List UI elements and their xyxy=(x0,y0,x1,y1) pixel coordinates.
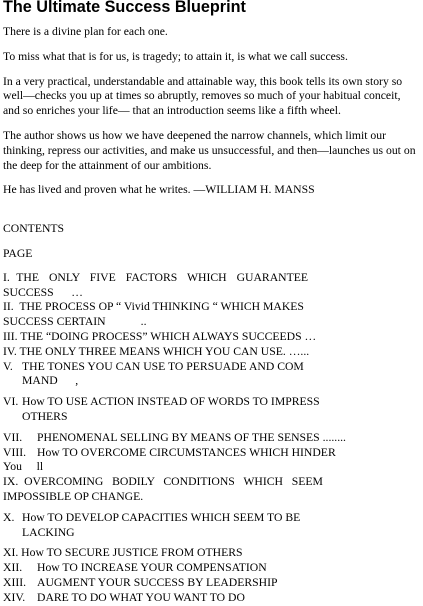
toc-entry-number: XII. xyxy=(3,561,23,575)
toc-entry-12 xyxy=(3,561,420,576)
toc-entry-continuation: SUCCESS … xyxy=(3,285,83,299)
toc-entry-number: VI. xyxy=(3,395,19,409)
page-heading: PAGE xyxy=(3,246,33,260)
toc-entry-1 xyxy=(3,271,420,301)
toc-entry-9 xyxy=(3,475,420,505)
toc-entry-text: IX. OVERCOMING BODILY CONDITIONS WHICH SEEM xyxy=(3,475,323,489)
toc-entry-text: II. THE PROCESS OP “ Vivid THINKING “ WHICH MAKES xyxy=(3,300,304,314)
toc-entry-text: AUGMENT YOUR SUCCESS BY LEADERSHIP xyxy=(37,575,278,589)
toc-entry-text: I. THE ONLY FIVE FACTORS WHICH GUARANTEE xyxy=(3,270,308,284)
toc-entry-number: XIII. xyxy=(3,575,27,589)
toc-entry-11 xyxy=(3,546,420,561)
toc-entry-continuation: OTHERS xyxy=(22,409,68,423)
toc-entry-13 xyxy=(3,576,420,591)
toc-entry-10 xyxy=(3,511,420,541)
toc-entry-text: How TO INCREASE YOUR COMPENSATION xyxy=(37,561,267,575)
toc-entry-continuation: MAND , xyxy=(22,374,79,388)
toc-entry-number: X. xyxy=(3,510,15,524)
paragraph-3: In a very practical, understandable and attainable way, this book tells its own story so well—checks you up at times so abruptly, removes so much of your habitual conceit, and so enriches your life— that an introduction seems like a fifth wheel. xyxy=(3,74,403,118)
toc-entry-text: How TO OVERCOME CIRCUMSTANCES WHICH HINDER xyxy=(37,445,336,459)
toc-entry-text: How TO USE ACTION INSTEAD OF WORDS TO IMPRESS xyxy=(22,395,320,409)
toc-entry-8-continuation: You ll xyxy=(3,460,44,474)
toc-entry-text: DARE TO DO WHAT YOU WANT TO DO xyxy=(37,590,245,604)
paragraph-5: He has lived and proven what he writes. —WILLIAM H. MANSS xyxy=(3,183,315,197)
contents-heading: CONTENTS xyxy=(3,222,65,236)
toc-entry-number: VII. xyxy=(3,430,23,444)
toc-entry-text: III. THE “DOING PROCESS” WHICH ALWAYS SUCCEEDS … xyxy=(3,329,317,343)
toc-entry-continuation: LACKING xyxy=(22,525,75,539)
toc-entry-number: V. xyxy=(3,359,13,373)
toc-entry-text: IV. THE ONLY THREE MEANS WHICH YOU CAN USE. …... xyxy=(3,344,310,358)
toc-entry-continuation: IMPOSSIBLE OP CHANGE. xyxy=(3,489,144,503)
toc-entry-14 xyxy=(3,591,420,606)
toc-entry-text: XI. How TO SECURE JUSTICE FROM OTHERS xyxy=(3,546,243,560)
toc-entry-6 xyxy=(3,395,420,425)
toc-entry-3 xyxy=(3,330,420,345)
paragraph-1: There is a divine plan for each one. xyxy=(3,25,168,38)
toc-entry-5 xyxy=(3,360,420,390)
document-page xyxy=(3,0,420,606)
paragraph-4: The author shows us how we have deepened the narrow channels, which limit our thinking, repress our activities, and make us unsuccessful, and then—launches us out on the deep for the attainment of our ambitions. xyxy=(3,128,416,172)
toc-entry-text: How TO DEVELOP CAPACITIES WHICH SEEM TO BE xyxy=(22,510,301,524)
page-title: The Ultimate Success Blueprint xyxy=(3,0,246,16)
toc-entry-number: VIII. xyxy=(3,445,27,459)
toc-entry-7 xyxy=(3,431,420,446)
toc-entry-text: THE TONES YOU CAN USE TO PERSUADE AND COM xyxy=(22,359,304,373)
paragraph-2: To miss what that is for us, is tragedy; to attain it, is what we call success. xyxy=(3,49,348,63)
toc-entry-8 xyxy=(3,446,420,461)
toc-entry-continuation: SUCCESS CERTAIN .. xyxy=(3,315,147,329)
toc-entry-number: XIV. xyxy=(3,590,26,604)
table-of-contents xyxy=(3,271,420,606)
toc-entry-4 xyxy=(3,345,420,360)
toc-entry-text: PHENOMENAL SELLING BY MEANS OF THE SENSES ........ xyxy=(37,430,346,444)
toc-entry-2 xyxy=(3,300,420,330)
